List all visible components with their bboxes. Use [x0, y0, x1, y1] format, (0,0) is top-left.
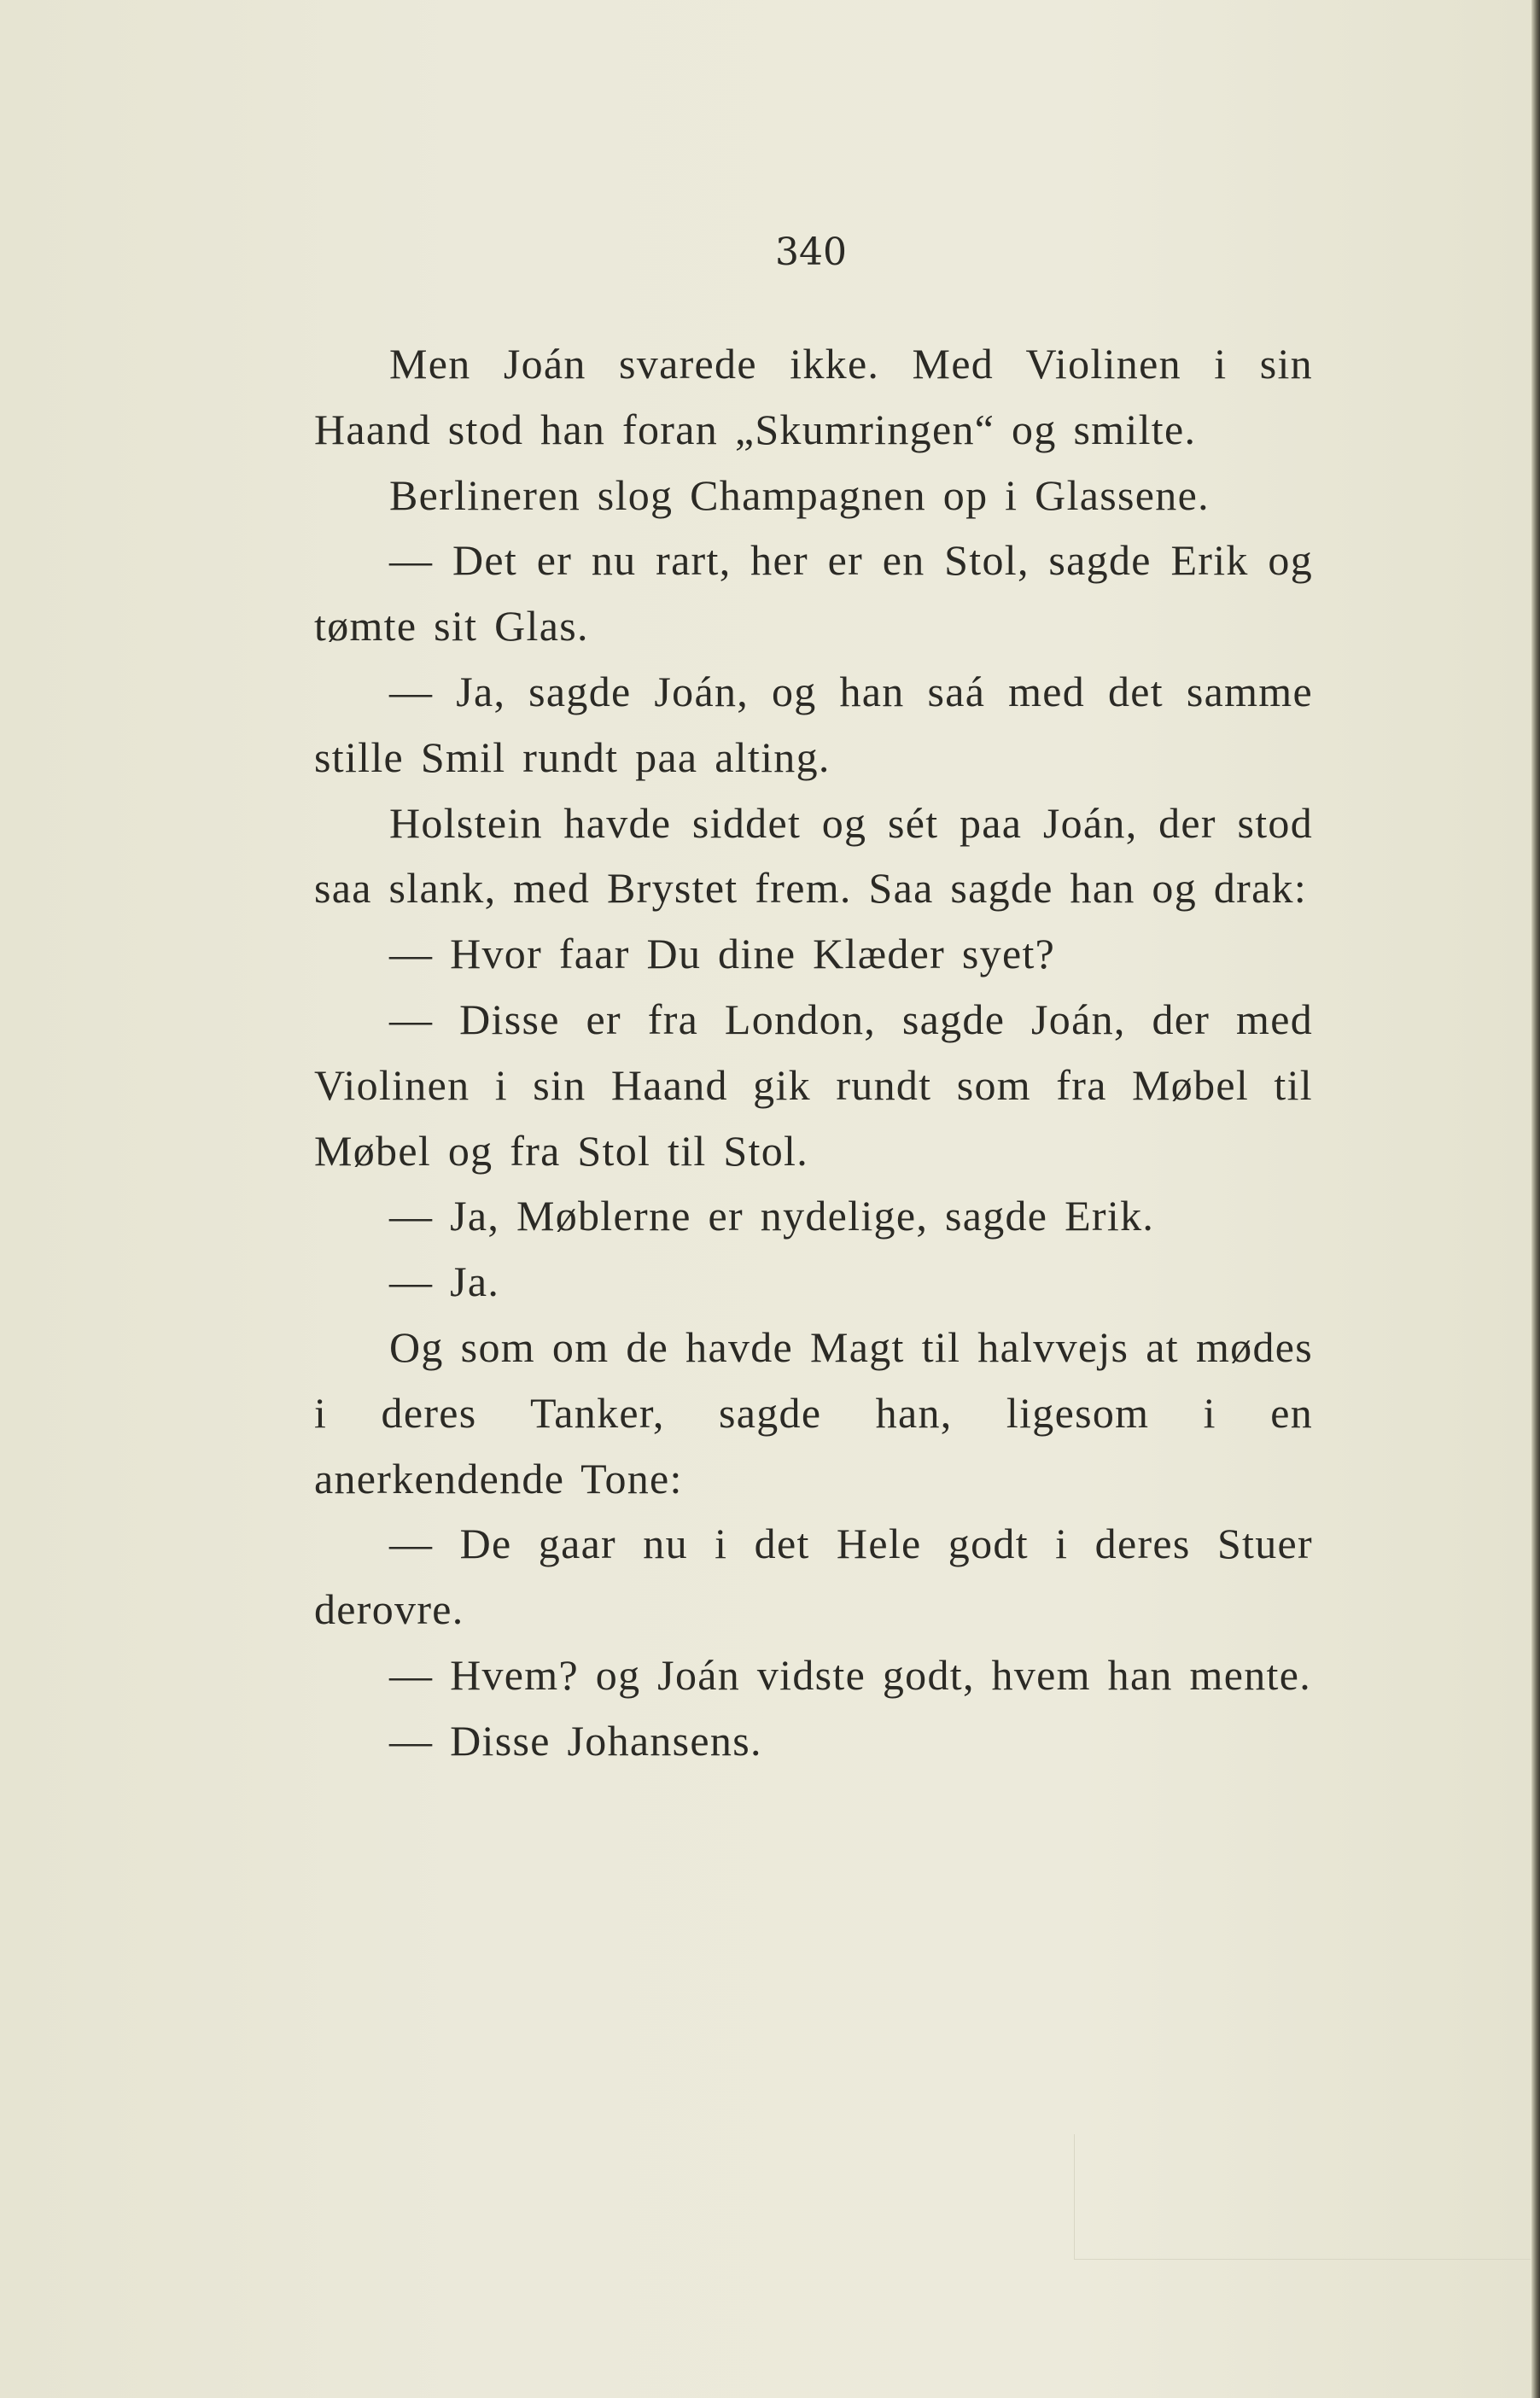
paragraph: Men Joán svarede ikke. Med Violinen i sin Haand stod han foran „Skumringen“ og smilte.: [314, 340, 1313, 453]
faint-frame-mark: [1074, 2134, 1531, 2260]
paragraph: — Det er nu rart, her er en Stol, sagde Erik og tømte sit Glas.: [314, 536, 1313, 651]
page-edge-shadow: [1531, 0, 1540, 2398]
paragraph: — Disse Johansens.: [389, 1716, 762, 1765]
paragraph: — Disse er fra London, sagde Joán, der med Violinen i sin Haand gik rundt som fra Møbel til Møbel og fra Stol til Stol.: [314, 995, 1313, 1175]
paragraph: Og som om de havde Magt til halvvejs at mødes i deres Tanker, sagde han, ligesom i en anerkendende Tone:: [314, 1322, 1313, 1502]
page-number: 340: [775, 230, 847, 274]
paragraph: — Ja.: [389, 1257, 500, 1306]
body-text: [314, 331, 1313, 1774]
paragraph: — Ja, Møblerne er nydelige, sagde Erik.: [389, 1192, 1155, 1240]
paragraph: — Hvor faar Du dine Klæder syet?: [389, 930, 1056, 978]
paragraph: Berlineren slog Champagnen op i Glassene.: [389, 470, 1210, 519]
paragraph: — Hvem? og Joán vidste godt, hvem han mente.: [389, 1650, 1312, 1699]
paragraph: — Ja, sagde Joán, og han saá med det samme stille Smil rundt paa alting.: [314, 667, 1313, 781]
paragraph: — De gaar nu i det Hele godt i deres Stuer derovre.: [314, 1520, 1313, 1634]
paragraph: Holstein havde siddet og sét paa Joán, der stod saa slank, med Brystet frem. Saa sagde han og drak:: [314, 798, 1313, 913]
